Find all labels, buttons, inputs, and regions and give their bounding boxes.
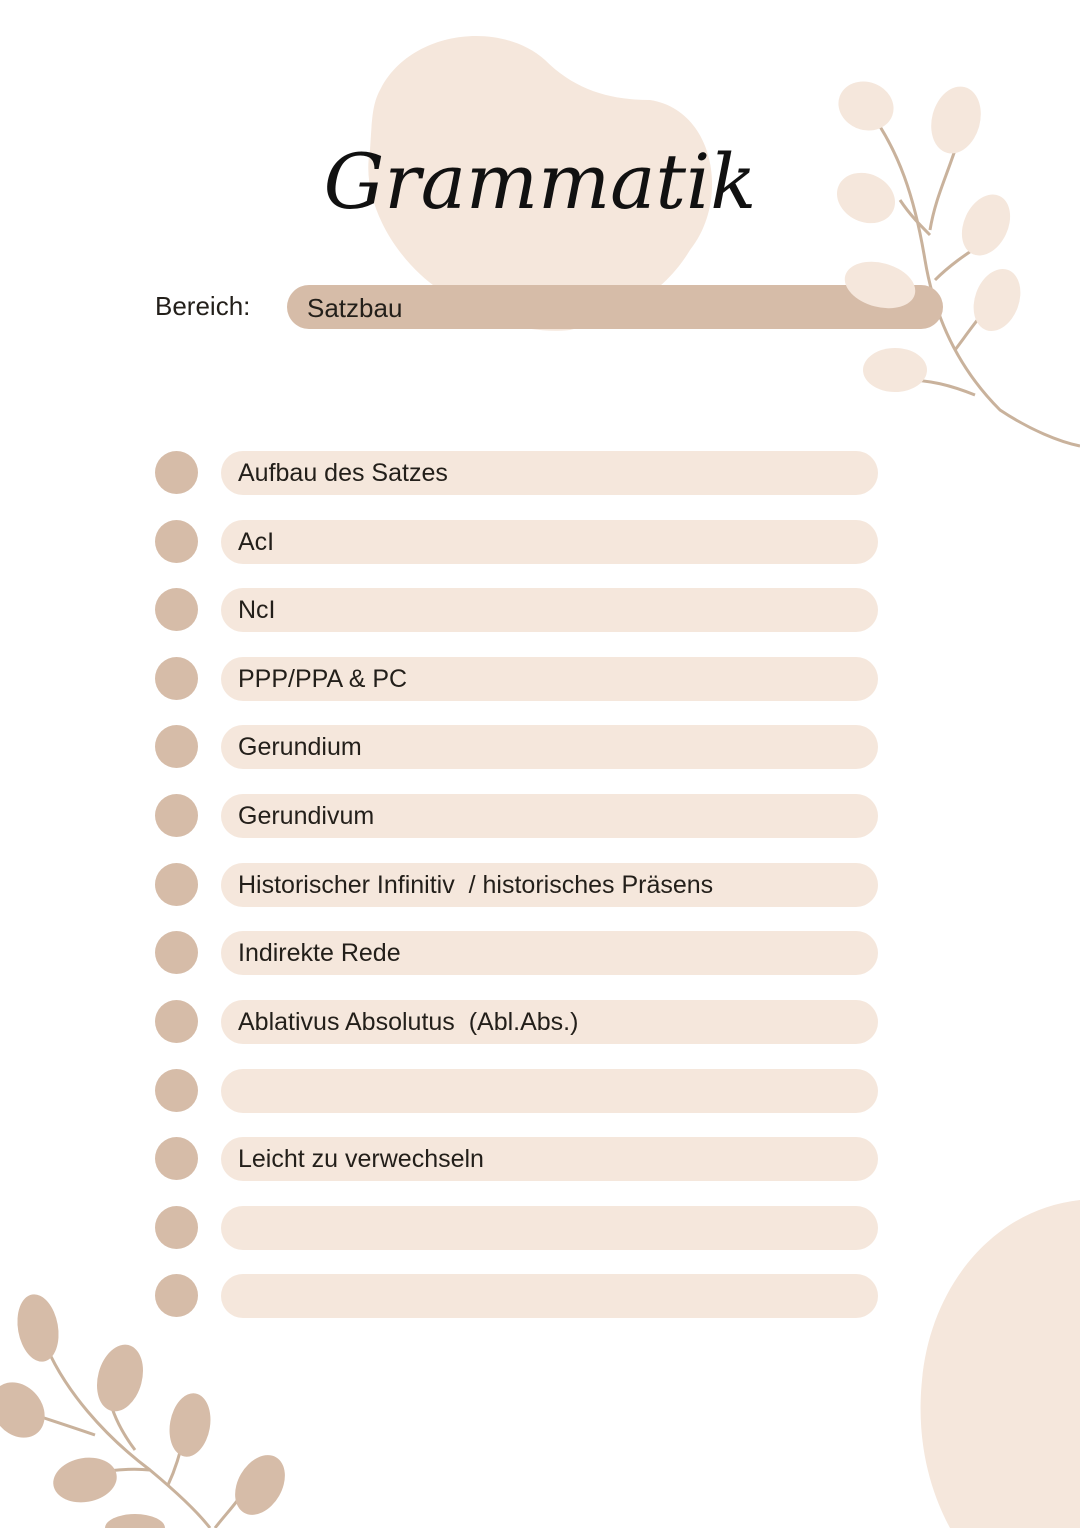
- list-item: [155, 451, 879, 495]
- topic-label: Ablativus Absolutus (Abl.Abs.): [238, 1008, 579, 1036]
- list-item: [155, 863, 879, 907]
- bullet-circle[interactable]: [155, 1137, 198, 1180]
- bullet-circle[interactable]: [155, 588, 198, 631]
- topic-label: NcI: [238, 596, 276, 624]
- bullet-circle[interactable]: [155, 725, 198, 768]
- bereich-label: Bereich:: [155, 291, 251, 321]
- list-item: [155, 588, 879, 632]
- list-item: [155, 1000, 879, 1044]
- topic-label: Indirekte Rede: [238, 939, 401, 967]
- list-item: [155, 931, 879, 975]
- topic-field[interactable]: [221, 1000, 878, 1044]
- topic-field[interactable]: [221, 520, 878, 564]
- topic-field[interactable]: [221, 1137, 878, 1181]
- svg-text:Grammatik: Grammatik: [323, 137, 757, 226]
- bullet-circle[interactable]: [155, 1274, 198, 1317]
- topic-field[interactable]: [221, 1274, 878, 1318]
- topic-field[interactable]: [221, 657, 878, 701]
- bullet-circle[interactable]: [155, 657, 198, 700]
- topic-field[interactable]: [221, 931, 878, 975]
- topic-field[interactable]: [221, 863, 878, 907]
- topic-label: PPP/PPA & PC: [238, 665, 408, 693]
- topic-field[interactable]: [221, 725, 878, 769]
- list-item: [155, 1206, 879, 1250]
- topic-field[interactable]: [221, 794, 878, 838]
- list-item: [155, 794, 879, 838]
- bullet-circle[interactable]: [155, 931, 198, 974]
- topic-label: Aufbau des Satzes: [238, 459, 448, 487]
- list-item: [155, 725, 879, 769]
- topic-field[interactable]: [221, 1206, 878, 1250]
- bullet-circle[interactable]: [155, 794, 198, 837]
- list-item: [155, 1137, 879, 1181]
- topic-label: AcI: [238, 528, 275, 556]
- list-item: [155, 1069, 879, 1113]
- topic-field[interactable]: [221, 451, 878, 495]
- bullet-circle[interactable]: [155, 1000, 198, 1043]
- bullet-circle[interactable]: [155, 1206, 198, 1249]
- list-item: [155, 520, 879, 564]
- bullet-circle[interactable]: [155, 1069, 198, 1112]
- topic-field[interactable]: [221, 1069, 878, 1113]
- topic-label: Leicht zu verwechseln: [238, 1145, 484, 1173]
- bullet-circle[interactable]: [155, 520, 198, 563]
- topic-label: Historischer Infinitiv / historisches Präsens: [238, 871, 714, 899]
- topic-field[interactable]: [221, 588, 878, 632]
- topic-label: Gerundivum: [238, 802, 375, 830]
- bullet-circle[interactable]: [155, 863, 198, 906]
- bereich-value: Satzbau: [307, 293, 403, 323]
- bullet-circle[interactable]: [155, 451, 198, 494]
- list-item: [155, 657, 879, 701]
- topic-label: Gerundium: [238, 733, 362, 761]
- list-item: [155, 1274, 879, 1318]
